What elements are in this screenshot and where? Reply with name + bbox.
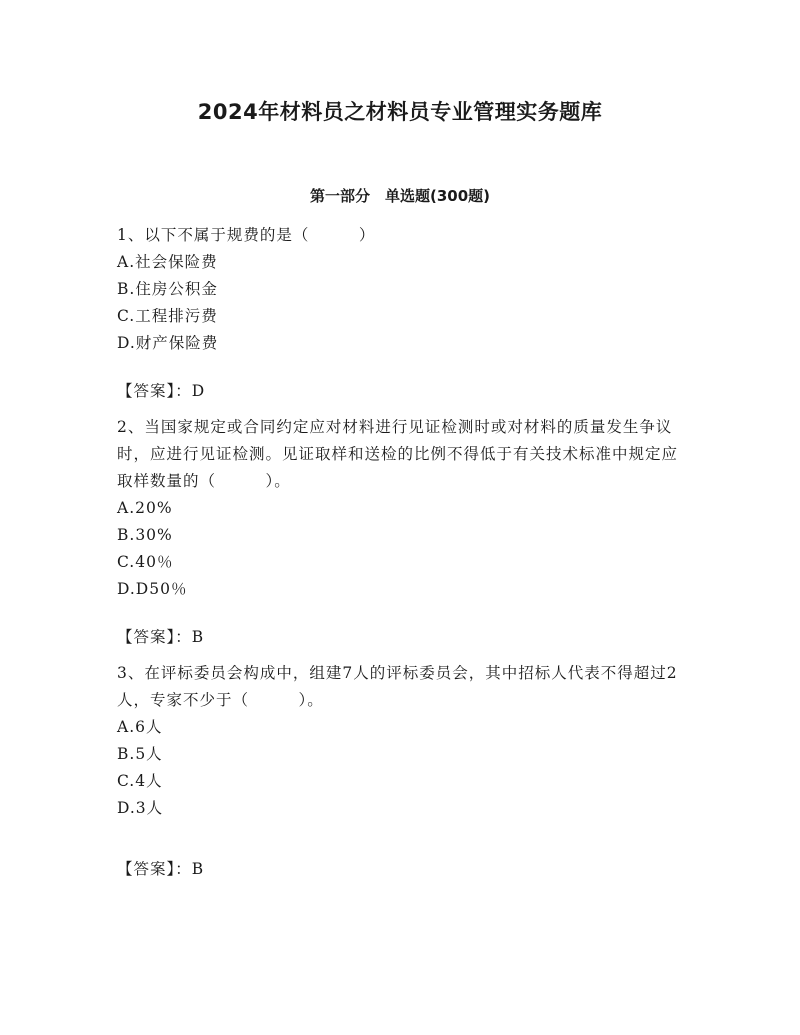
option-a: A.社会保险费 (117, 253, 218, 271)
option-b: B.住房公积金 (117, 280, 218, 298)
question-list (117, 222, 687, 892)
answer-label: 【答案】： (117, 628, 192, 646)
document-title: 2024年材料员之材料员专业管理实务题库 (197, 100, 603, 124)
question-stem: 1、以下不属于规费的是（ ） (117, 226, 376, 244)
option-b: B.5人 (117, 745, 163, 763)
answer-value: B (191, 860, 205, 878)
section-title: 第一部分 单选题(300题) (309, 187, 491, 205)
answer-value: D (191, 382, 206, 400)
option-d: D.D50％ (117, 580, 188, 598)
question-2 (117, 414, 687, 651)
answer-line (117, 378, 687, 405)
question-3 (117, 660, 687, 883)
option-c: C.40％ (117, 553, 174, 571)
option-d: D.3人 (117, 799, 164, 817)
question-1 (117, 222, 687, 405)
question-stem: 2、当国家规定或合同约定应对材料进行见证检测时或对材料的质量发生争议时，应进行见证检测。见证取样和送检的比例不得低于有关技术标准中规定应取样数量的（ ）。 (117, 418, 679, 490)
option-a: A.20% (117, 499, 173, 517)
option-c: C.4人 (117, 772, 163, 790)
answer-line (117, 856, 687, 883)
answer-value: B (191, 628, 205, 646)
option-d: D.财产保险费 (117, 334, 219, 352)
answer-label: 【答案】： (117, 382, 192, 400)
option-c: C.工程排污费 (117, 307, 218, 325)
option-b: B.30% (117, 526, 173, 544)
answer-line (117, 624, 687, 651)
answer-label: 【答案】： (117, 860, 192, 878)
question-stem: 3、在评标委员会构成中，组建7人的评标委员会，其中招标人代表不得超过2人，专家不少于（ ）。 (117, 664, 678, 709)
option-a: A.6人 (117, 718, 163, 736)
